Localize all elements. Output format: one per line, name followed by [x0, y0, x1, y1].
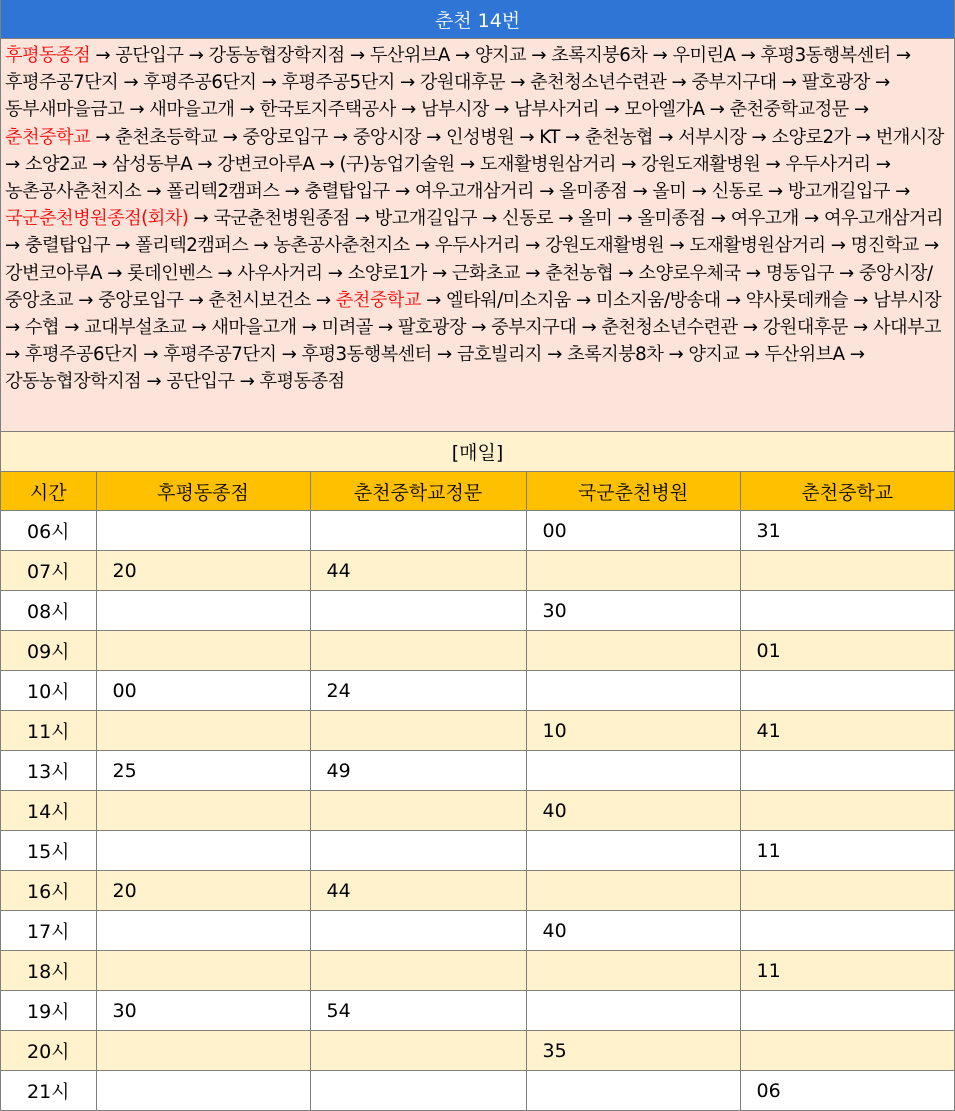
route-stop: 삼성동부A: [112, 153, 193, 175]
schedule-minute-cell: 20: [96, 871, 310, 911]
schedule-minute-cell: [96, 511, 310, 551]
route-stop: 춘천시보건소: [208, 289, 311, 311]
schedule-row: [1, 951, 954, 991]
schedule-minute-cell: 49: [310, 751, 526, 791]
route-stop: 중앙로입구: [98, 289, 184, 311]
schedule-minute-cell: [310, 1031, 526, 1071]
schedule-minute-cell: 25: [96, 751, 310, 791]
route-stop: 강원대후문: [419, 72, 505, 94]
route-arrow-icon: →: [705, 208, 731, 230]
schedule-minute-cell: [310, 911, 526, 951]
route-stop: 폴리텍2캠퍼스: [166, 181, 280, 203]
header-stop-1: 후평동종점: [96, 472, 310, 511]
route-arrow-icon: →: [653, 126, 679, 148]
schedule-minute-cell: 44: [310, 871, 526, 911]
schedule-minute-cell: 35: [526, 1031, 740, 1071]
route-arrow-icon: →: [248, 235, 274, 257]
schedule-minute-cell: [310, 511, 526, 551]
schedule-minute-cell: 24: [310, 671, 526, 711]
route-arrow-icon: →: [615, 153, 642, 175]
schedule-hour-cell: 08시: [1, 591, 96, 631]
route-stop: 중앙시장: [352, 126, 421, 148]
route-arrow-icon: →: [553, 208, 579, 230]
route-arrow-icon: →: [844, 344, 865, 366]
route-stop: 번개시장: [875, 126, 944, 148]
route-stop: 우미린A: [672, 45, 736, 66]
route-arrow-icon: →: [279, 181, 305, 203]
route-stop: 후평주공5단지: [281, 72, 395, 94]
route-arrow-icon: →: [664, 235, 690, 257]
route-stop: 공단입구: [115, 45, 184, 66]
route-arrow-icon: →: [395, 99, 421, 121]
route-arrow-icon: →: [310, 289, 336, 311]
route-stop: 소양2교: [24, 153, 88, 175]
route-stop: 방고개길입구: [787, 181, 890, 203]
route-stop: 새마을고개: [149, 99, 235, 121]
schedule-minute-cell: [310, 591, 526, 631]
route-stop: 명진학교: [850, 235, 919, 257]
schedule-section-bar: [1, 432, 954, 472]
route-arrow-icon: →: [570, 289, 596, 311]
schedule-row: [1, 551, 954, 591]
schedule-row: [1, 671, 954, 711]
route-arrow-icon: →: [183, 289, 209, 311]
route-arrow-icon: →: [833, 262, 859, 284]
route-arrow-icon: →: [87, 153, 113, 175]
route-arrow-icon: →: [234, 371, 260, 393]
route-arrow-icon: →: [739, 344, 765, 366]
route-arrow-icon: →: [720, 289, 746, 311]
schedule-row: [1, 751, 954, 791]
route-arrow-icon: →: [760, 153, 786, 175]
route-stop: 남부시장: [873, 289, 942, 311]
route-arrow-icon: →: [5, 317, 25, 339]
route-arrow-icon: →: [234, 99, 260, 121]
route-arrow-icon: →: [599, 99, 625, 121]
route-stop: 우두사거리: [434, 235, 520, 257]
route-stop: 중부지구대: [491, 317, 577, 339]
route-stop: 국군춘천병원종점: [213, 208, 350, 230]
schedule-row: [1, 1071, 954, 1111]
route-stop: 올미: [652, 181, 687, 203]
schedule-hour-cell: 16시: [1, 871, 96, 911]
route-stop: 후평3동행복센터: [760, 45, 891, 66]
route-stop: 공단입구: [166, 371, 235, 393]
route-arrow-icon: →: [746, 126, 772, 148]
schedule-minute-cell: [740, 791, 954, 831]
route-arrow-icon: →: [825, 235, 851, 257]
route-arrow-icon: →: [737, 317, 763, 339]
route-arrow-icon: →: [850, 126, 876, 148]
schedule-row: [1, 871, 954, 911]
route-arrow-icon: →: [322, 262, 348, 284]
schedule-minute-cell: [740, 591, 954, 631]
route-stop: 강원대후문: [762, 317, 848, 339]
route-stop: 우두사거리: [785, 153, 871, 175]
schedule-minute-cell: [310, 791, 526, 831]
schedule-hour-cell: 07시: [1, 551, 96, 591]
schedule-minute-cell: [526, 871, 740, 911]
schedule-minute-cell: [96, 631, 310, 671]
schedule-minute-cell: [740, 551, 954, 591]
route-title: 춘천 14번: [434, 9, 521, 32]
schedule-minute-cell: [310, 631, 526, 671]
route-arrow-icon: →: [349, 208, 375, 230]
route-arrow-icon: →: [5, 153, 25, 175]
schedule-body: [1, 511, 954, 1111]
route-stop: 양지교: [474, 45, 526, 66]
route-arrow-icon: →: [186, 317, 212, 339]
route-stop: 여우고개삼거리: [823, 208, 944, 230]
route-stop: 두산위브A: [369, 45, 450, 66]
route-stop: 충렬탑입구: [304, 181, 390, 203]
route-stop: 올미종점: [559, 181, 628, 203]
schedule-hour-cell: 17시: [1, 911, 96, 951]
route-arrow-icon: →: [612, 208, 638, 230]
route-stop: 사대부고: [872, 317, 942, 339]
route-arrow-icon: →: [110, 235, 136, 257]
route-arrow-icon: →: [740, 262, 766, 284]
route-stop: 중앙시장/중앙초교: [5, 262, 933, 311]
route-stop: 강변코아루A: [5, 262, 102, 284]
route-arrow-icon: →: [217, 126, 243, 148]
schedule-minute-cell: 06: [740, 1071, 954, 1111]
route-arrow-icon: →: [327, 126, 353, 148]
route-stop: 후평동종점: [5, 45, 91, 66]
route-arrow-icon: →: [798, 208, 824, 230]
schedule-minute-cell: [740, 751, 954, 791]
route-arrow-icon: →: [454, 153, 480, 175]
route-stop: 소양로우체국: [638, 262, 741, 284]
route-arrow-icon: →: [519, 235, 546, 257]
route-stop: 동부새마을금고: [5, 99, 125, 121]
schedule-minute-cell: [310, 831, 526, 871]
schedule-minute-cell: [740, 911, 954, 951]
route-arrow-icon: →: [420, 126, 447, 148]
route-arrow-icon: →: [183, 45, 209, 66]
route-stop: 롯데인벤스: [127, 262, 213, 284]
route-arrow-icon: →: [90, 45, 116, 66]
route-stop: 강원도재활병원: [545, 235, 665, 257]
route-arrow-icon: →: [58, 317, 85, 339]
route-arrow-icon: →: [576, 317, 602, 339]
schedule-minute-cell: [526, 751, 740, 791]
route-arrow-icon: →: [505, 72, 531, 94]
schedule-row: [1, 591, 954, 631]
schedule-minute-cell: [526, 991, 740, 1031]
route-stop: 후평동종점: [259, 371, 345, 393]
schedule-minute-cell: 30: [526, 591, 740, 631]
schedule-minute-cell: 10: [526, 711, 740, 751]
route-stop: 올미: [578, 208, 613, 230]
route-stop: 춘천중학교: [5, 126, 91, 148]
route-stop: 약사롯데캐슬: [745, 289, 848, 311]
schedule-hour-cell: 15시: [1, 831, 96, 871]
schedule-minute-cell: [740, 671, 954, 711]
route-stops-description: [1, 39, 954, 432]
schedule-minute-cell: [740, 871, 954, 911]
schedule-minute-cell: 31: [740, 511, 954, 551]
schedule-minute-cell: [96, 1071, 310, 1111]
header-time: 시간: [1, 472, 96, 511]
schedule-hour-cell: 10시: [1, 671, 96, 711]
route-arrow-icon: →: [526, 45, 552, 66]
route-stop: (구)농업기술원: [339, 153, 455, 175]
route-stop: 후평주공6단지: [143, 72, 257, 94]
schedule-hour-cell: 14시: [1, 791, 96, 831]
route-arrow-icon: →: [488, 99, 515, 121]
route-stop: 인성병원: [446, 126, 515, 148]
route-arrow-icon: →: [409, 235, 435, 257]
schedule-minute-cell: 44: [310, 551, 526, 591]
route-title-bar: [1, 0, 954, 39]
route-stop: 두산위브A: [764, 344, 845, 366]
schedule-minute-cell: [96, 711, 310, 751]
route-stop: 도재활병원삼거리: [689, 235, 826, 257]
schedule-minute-cell: 41: [740, 711, 954, 751]
schedule-minute-cell: [526, 671, 740, 711]
route-stop: 강원도재활병원: [641, 153, 761, 175]
route-arrow-icon: →: [704, 99, 730, 121]
route-stop: 소양로2가: [771, 126, 851, 148]
route-stop: 금호빌리지: [456, 344, 542, 366]
schedule-hour-cell: 11시: [1, 711, 96, 751]
route-arrow-icon: →: [102, 262, 128, 284]
schedule-row: [1, 991, 954, 1031]
route-arrow-icon: →: [663, 344, 689, 366]
schedule-minute-cell: [526, 831, 740, 871]
schedule-row: [1, 911, 954, 951]
route-arrow-icon: →: [276, 344, 302, 366]
route-arrow-icon: →: [344, 45, 370, 66]
route-arrow-icon: →: [889, 181, 910, 203]
route-arrow-icon: →: [296, 317, 322, 339]
route-stop: 도재활병원삼거리: [479, 153, 616, 175]
route-stop: 농촌공사춘천지소: [273, 235, 410, 257]
schedule-minute-cell: [96, 1031, 310, 1071]
route-arrow-icon: →: [647, 45, 673, 66]
route-stop: 명동입구: [765, 262, 834, 284]
route-stop: 서부시장: [678, 126, 747, 148]
schedule-minute-cell: 54: [310, 991, 526, 1031]
route-stop: 강동농협장학지점: [208, 45, 345, 66]
route-stop: 남부시장: [420, 99, 489, 121]
schedule-row: [1, 1031, 954, 1071]
route-stop: KT: [539, 126, 560, 148]
schedule-minute-cell: [526, 631, 740, 671]
route-stop: 춘천초등학교: [115, 126, 218, 148]
schedule-minute-cell: 40: [526, 791, 740, 831]
route-arrow-icon: →: [890, 45, 911, 66]
route-arrow-icon: →: [534, 181, 560, 203]
route-stop: 소양로1가: [347, 262, 427, 284]
schedule-minute-cell: 20: [96, 551, 310, 591]
route-stop: 새마을고개: [211, 317, 297, 339]
route-arrow-icon: →: [776, 72, 802, 94]
route-arrow-icon: →: [394, 72, 420, 94]
route-stop: 춘천청소년수련관: [530, 72, 667, 94]
route-arrow-icon: →: [5, 344, 25, 366]
route-arrow-icon: →: [188, 208, 214, 230]
route-stop: 올미종점: [637, 208, 706, 230]
route-stop: 초록지붕8차: [567, 344, 664, 366]
schedule-minute-cell: [96, 911, 310, 951]
schedule-minute-cell: 00: [96, 671, 310, 711]
route-stop: 춘천농협: [545, 262, 614, 284]
schedule-row: [1, 711, 954, 751]
schedule-minute-cell: [310, 951, 526, 991]
route-arrow-icon: →: [314, 153, 340, 175]
route-stop: 후평주공6단지: [24, 344, 139, 366]
route-stop: 춘천농협: [584, 126, 654, 148]
route-stop: 춘천중학교정문: [729, 99, 849, 121]
schedule-minute-cell: [96, 831, 310, 871]
route-arrow-icon: →: [73, 289, 99, 311]
route-stop: 후평주공7단지: [163, 344, 277, 366]
route-stop: 수협: [24, 317, 59, 339]
route-stop: 춘천중학교: [335, 289, 421, 311]
route-arrow-icon: →: [847, 289, 874, 311]
route-arrow-icon: →: [627, 181, 653, 203]
header-stop-3: 국군춘천병원: [526, 472, 740, 511]
route-arrow-icon: →: [476, 208, 503, 230]
route-arrow-icon: →: [90, 126, 116, 148]
route-stop: 미려골: [321, 317, 373, 339]
schedule-minute-cell: [740, 1031, 954, 1071]
schedule-minute-cell: 00: [526, 511, 740, 551]
schedule-table: [1, 472, 954, 1111]
route-arrow-icon: →: [420, 289, 447, 311]
route-arrow-icon: →: [735, 45, 761, 66]
route-arrow-icon: →: [918, 235, 939, 257]
route-arrow-icon: →: [141, 371, 167, 393]
schedule-minute-cell: [526, 1071, 740, 1111]
route-stop: 후평주공7단지: [5, 72, 119, 94]
route-stop: 미소지움/방송대: [595, 289, 721, 311]
route-stop: 교대부설초교: [84, 317, 187, 339]
schedule-hour-cell: 09시: [1, 631, 96, 671]
route-stop: 초록지붕6차: [551, 45, 648, 66]
route-stop: 한국토지주택공사: [259, 99, 396, 121]
schedule-hour-cell: 19시: [1, 991, 96, 1031]
route-stop: 국군춘천병원종점(회차): [5, 208, 189, 230]
route-arrow-icon: →: [848, 99, 869, 121]
route-arrow-icon: →: [762, 181, 788, 203]
route-stop: 양지교: [688, 344, 740, 366]
schedule-minute-cell: [310, 711, 526, 751]
route-arrow-icon: →: [141, 181, 167, 203]
schedule-hour-cell: 20시: [1, 1031, 96, 1071]
schedule-header-row: [1, 472, 954, 511]
route-stop: 남부사거리: [514, 99, 600, 121]
schedule-minute-cell: [96, 791, 310, 831]
route-stop: 폴리텍2캠퍼스: [135, 235, 249, 257]
route-arrow-icon: →: [613, 262, 639, 284]
route-stop: 후평3동행복센터: [301, 344, 432, 366]
schedule-minute-cell: 30: [96, 991, 310, 1031]
schedule-row: [1, 511, 954, 551]
route-stop: 강변코아루A: [217, 153, 315, 175]
route-stop: 여우고개: [730, 208, 799, 230]
route-stop: 모아엘가A: [624, 99, 705, 121]
schedule-row: [1, 831, 954, 871]
route-stop: 사우사거리: [237, 262, 323, 284]
schedule-minute-cell: 01: [740, 631, 954, 671]
route-arrow-icon: →: [869, 72, 890, 94]
route-arrow-icon: →: [465, 317, 492, 339]
route-stop: 충렬탑입구: [24, 235, 111, 257]
schedule-minute-cell: [310, 1071, 526, 1111]
route-stop: 여우고개삼거리: [414, 181, 535, 203]
route-arrow-icon: →: [431, 344, 457, 366]
route-arrow-icon: →: [192, 153, 218, 175]
route-arrow-icon: →: [666, 72, 692, 94]
schedule-hour-cell: 13시: [1, 751, 96, 791]
schedule-minute-cell: [740, 991, 954, 1031]
schedule-minute-cell: 11: [740, 951, 954, 991]
route-stop: 강동농협장학지점: [5, 371, 142, 393]
route-stop: 농촌공사춘천지소: [5, 181, 142, 203]
route-arrow-icon: →: [212, 262, 238, 284]
route-arrow-icon: →: [124, 99, 150, 121]
route-stop: 팔호광장: [397, 317, 466, 339]
route-arrow-icon: →: [686, 181, 712, 203]
header-stop-4: 춘천중학교: [740, 472, 954, 511]
schedule-minute-cell: 11: [740, 831, 954, 871]
route-stop: 신동로: [711, 181, 763, 203]
route-stop: 팔호광장: [801, 72, 870, 94]
route-arrow-icon: →: [118, 72, 144, 94]
schedule-row: [1, 631, 954, 671]
route-stop: 엘타워/미소지움: [446, 289, 571, 311]
route-arrow-icon: →: [559, 126, 585, 148]
route-arrow-icon: →: [256, 72, 282, 94]
schedule-minute-cell: [96, 591, 310, 631]
route-arrow-icon: →: [449, 45, 475, 66]
route-arrow-icon: →: [138, 344, 164, 366]
route-arrow-icon: →: [372, 317, 398, 339]
route-stop: 근화초교: [451, 262, 521, 284]
route-stop: 신동로: [502, 208, 554, 230]
route-stop: 중부지구대: [691, 72, 777, 94]
schedule-minute-cell: [526, 951, 740, 991]
route-arrow-icon: →: [426, 262, 452, 284]
route-arrow-icon: →: [541, 344, 568, 366]
route-arrow-icon: →: [847, 317, 873, 339]
schedule-minute-cell: 40: [526, 911, 740, 951]
schedule-row: [1, 791, 954, 831]
header-stop-2: 춘천중학교정문: [310, 472, 526, 511]
schedule-hour-cell: 18시: [1, 951, 96, 991]
schedule-section-label: [매일]: [451, 442, 504, 464]
route-stop: 춘천청소년수련관: [601, 317, 738, 339]
schedule-minute-cell: [526, 551, 740, 591]
schedule-hour-cell: 06시: [1, 511, 96, 551]
route-arrow-icon: →: [5, 235, 25, 257]
route-stop: 중앙로입구: [242, 126, 328, 148]
route-arrow-icon: →: [870, 153, 891, 175]
route-stop: 방고개길입구: [374, 208, 477, 230]
route-arrow-icon: →: [514, 126, 540, 148]
route-arrow-icon: →: [520, 262, 546, 284]
route-arrow-icon: →: [389, 181, 415, 203]
schedule-minute-cell: [96, 951, 310, 991]
schedule-hour-cell: 21시: [1, 1071, 96, 1111]
